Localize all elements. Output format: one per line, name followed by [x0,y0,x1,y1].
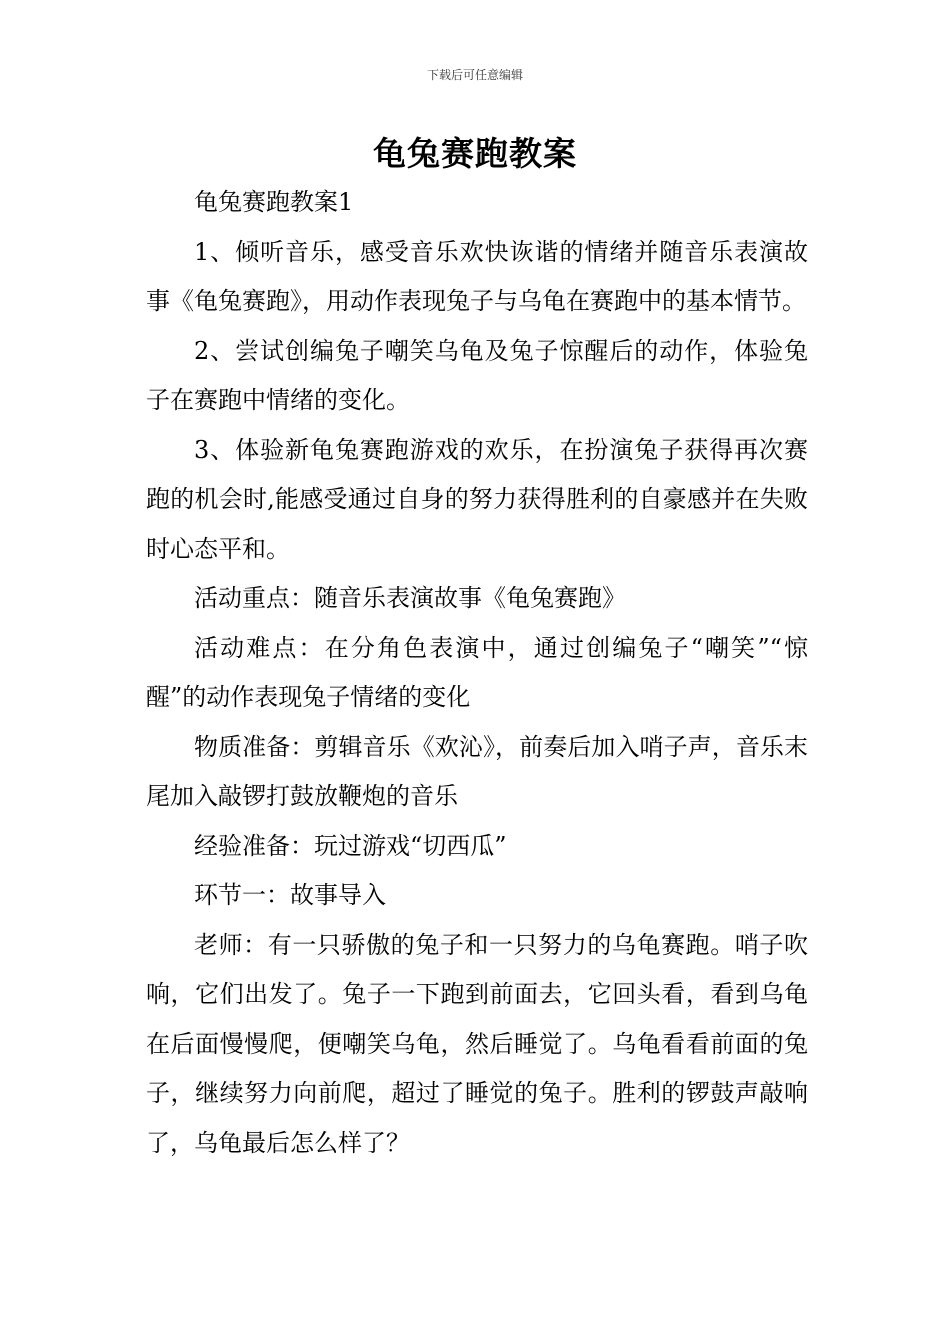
document-title: 龟兔赛跑教案 [373,134,577,173]
experience-preparation: 经验准备：玩过游戏“切西瓜” [194,831,507,860]
objective-1: 1、倾听音乐，感受音乐欢快诙谐的情绪并随音乐表演故事《龟兔赛跑》，用动作表现兔子与乌龟在赛跑中的基本情节。 [146,237,808,315]
material-preparation: 物质准备：剪辑音乐《欢沁》，前奏后加入哨子声，音乐末尾加入敲锣打鼓放鞭炮的音乐 [146,732,808,810]
activity-focus: 活动重点：随音乐表演故事《龟兔赛跑》 [194,584,626,612]
activity-difficulty: 活动难点：在分角色表演中，通过创编兔子“嘲笑”“惊醒”的动作表现兔子情绪的变化 [146,633,808,711]
section-heading: 龟兔赛跑教案1 [194,188,354,216]
header-note: 下载后可任意编辑 [426,68,523,82]
step-one-heading: 环节一：故事导入 [194,881,386,909]
objective-3: 3、体验新龟兔赛跑游戏的欢乐，在扮演兔子获得再次赛跑的机会时,能感受通过自身的努力获得胜利的自豪感并在失败时心态平和。 [146,435,808,563]
objective-2: 2、尝试创编兔子嘲笑乌龟及兔子惊醒后的动作，体验兔子在赛跑中情绪的变化。 [146,336,808,414]
document-body [146,178,808,1168]
teacher-story: 老师：有一只骄傲的兔子和一只努力的乌龟赛跑。哨子吹响，它们出发了。兔子一下跑到前面去，它回头看，看到乌龟在后面慢慢爬，便嘲笑乌龟，然后睡觉了。乌龟看看前面的兔子，继续努力向前爬，超过了睡觉的兔子。胜利的锣鼓声敲响了，乌龟最后怎么样了？ [146,930,808,1157]
